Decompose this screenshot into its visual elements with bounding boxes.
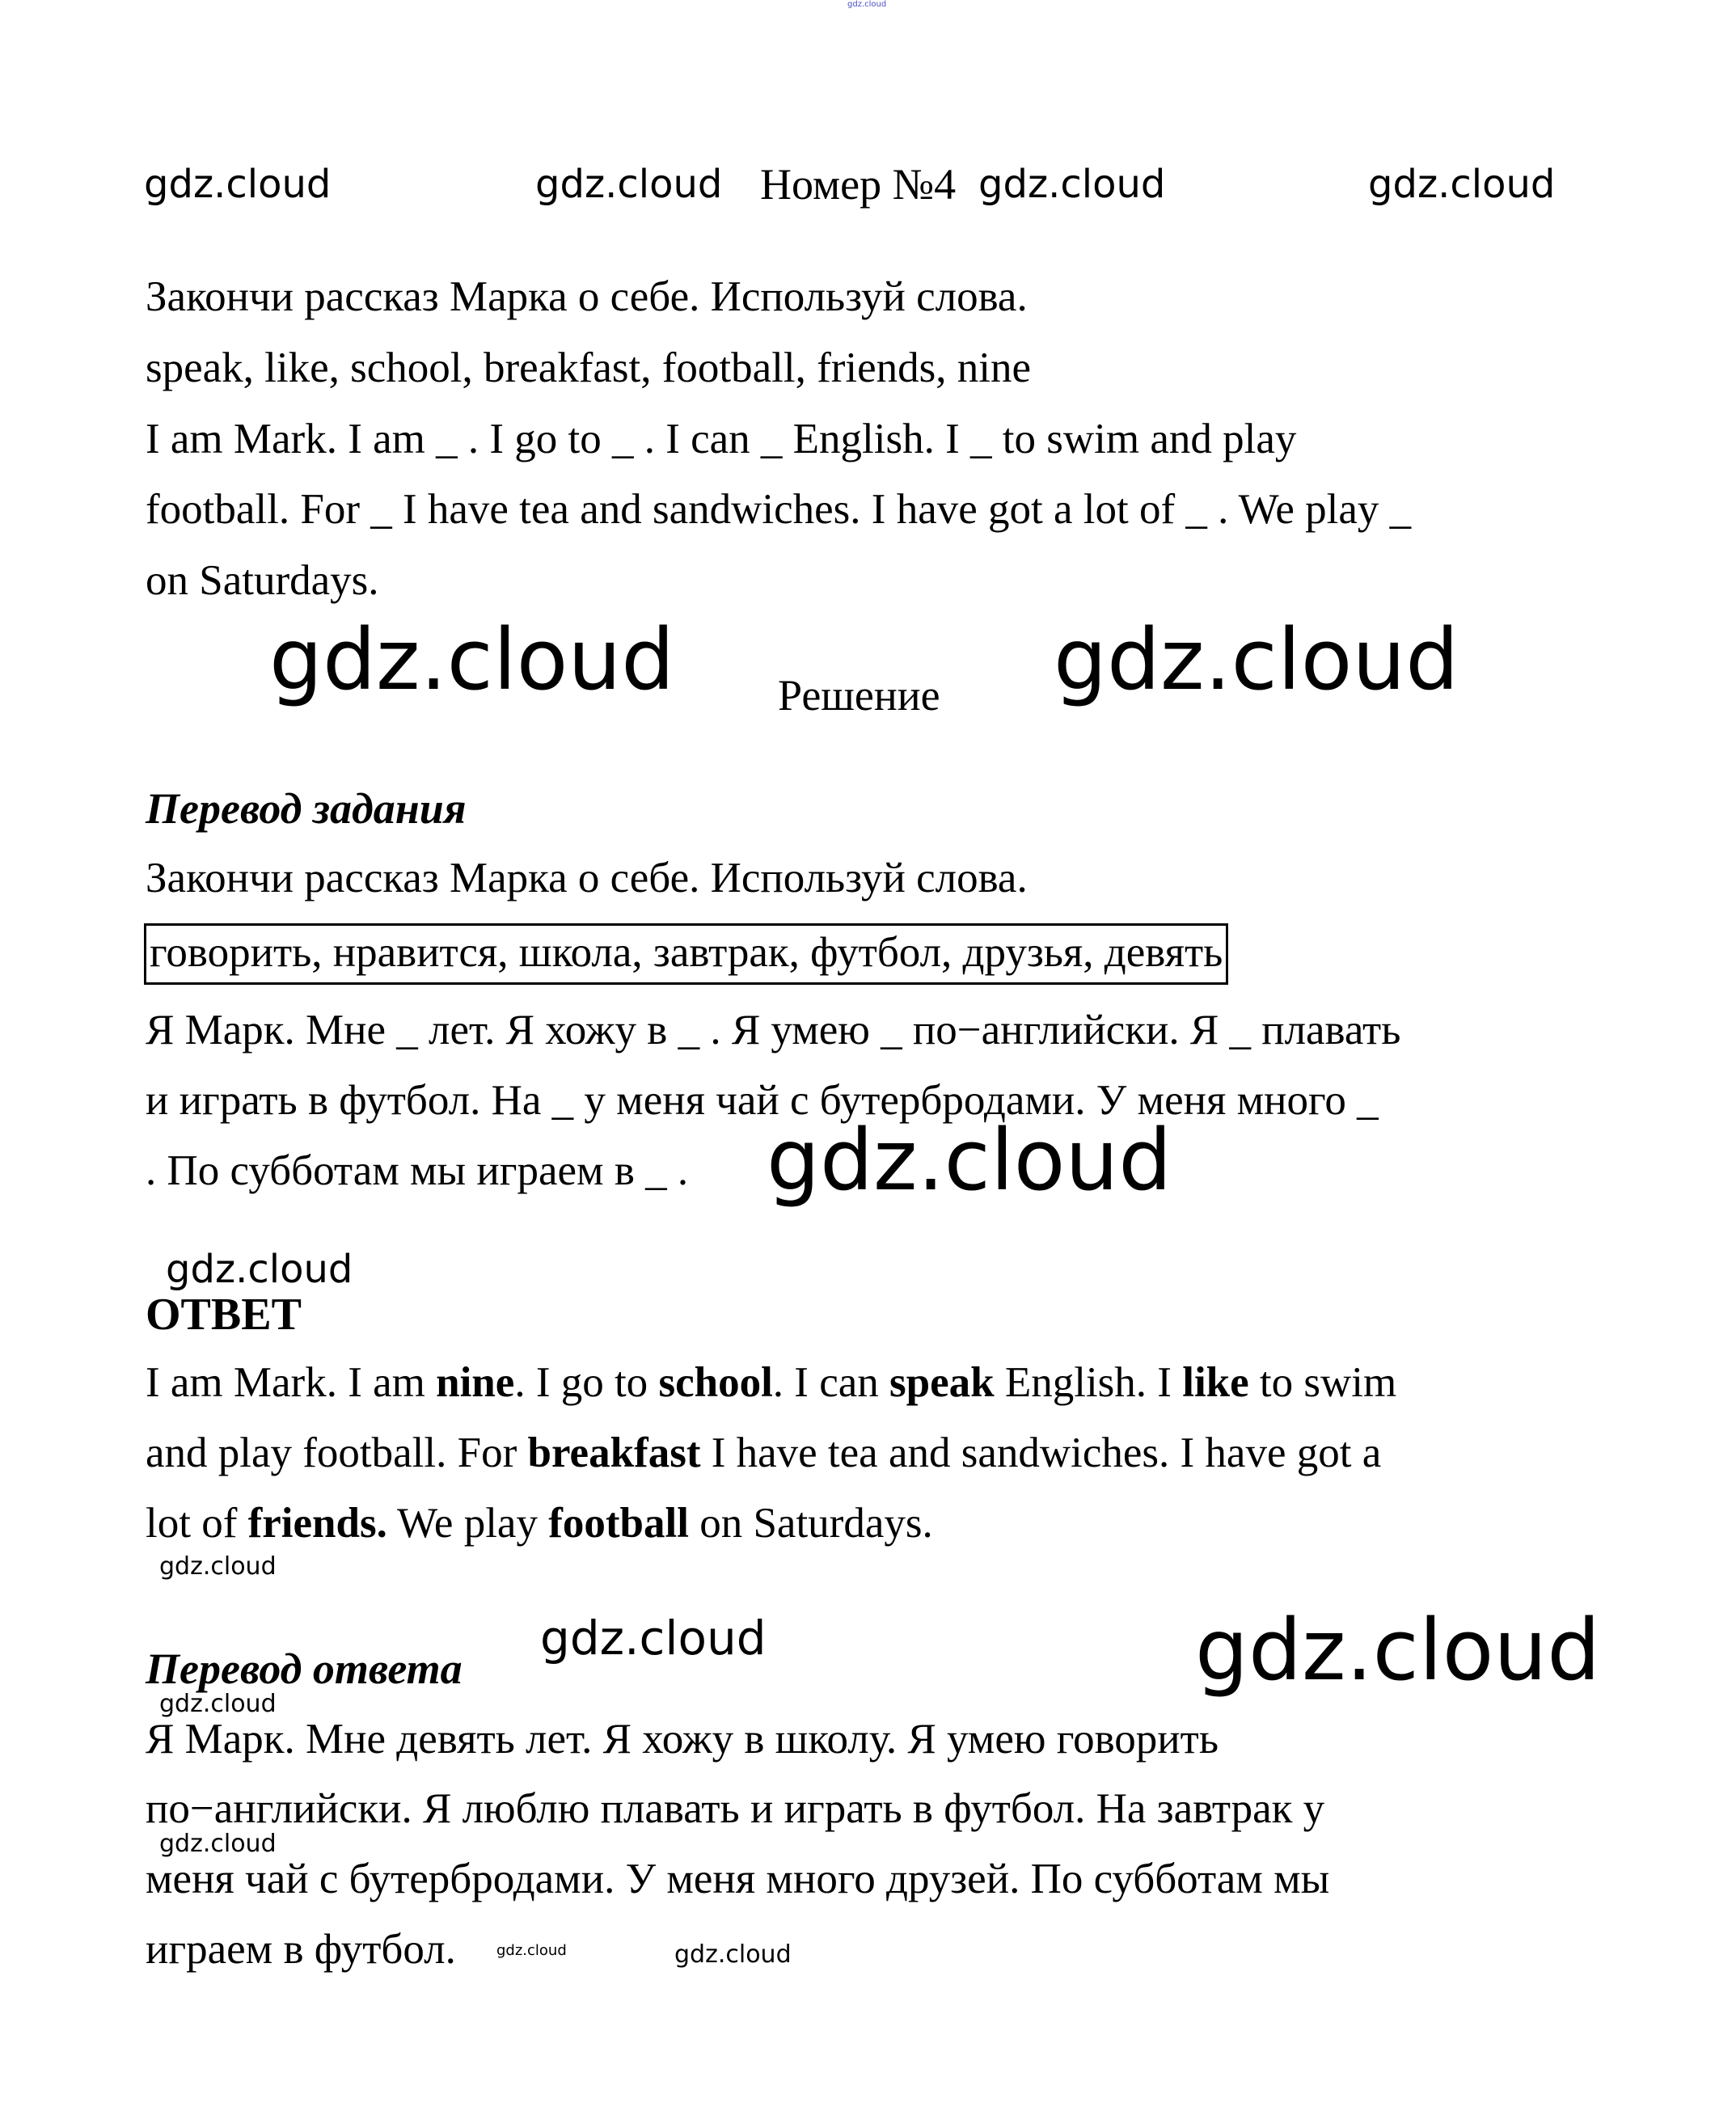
watermark-medium: gdz.cloud (540, 1611, 767, 1666)
answer-filled-word: school (658, 1359, 773, 1406)
answer-text-segment: . I go to (514, 1359, 659, 1406)
task-translation-line: . По субботам мы играем в _ . (146, 1147, 689, 1194)
watermark-large: gdz.cloud (269, 610, 675, 709)
solution-label: Решение (778, 671, 940, 720)
answer-text-segment: I have tea and sandwiches. I have got a (700, 1429, 1382, 1476)
answer-translation-line: по−английски. Я люблю плавать и играть в футбол. На завтрак у (146, 1785, 1325, 1832)
task-translation-instruction: Закончи рассказ Марка о себе. Используй слова. (146, 855, 1028, 901)
answer-filled-word: friends. (247, 1500, 387, 1547)
watermark-header-2: gdz.cloud (535, 162, 723, 207)
answer-line (146, 1499, 933, 1547)
answer-filled-word: breakfast (527, 1429, 701, 1476)
answer-translation-line: играем в футбол. (146, 1926, 456, 1973)
watermark-small: gdz.cloud (166, 1247, 353, 1292)
watermark-header-3: gdz.cloud (978, 162, 1166, 207)
answer-text-segment: English. I (994, 1359, 1183, 1406)
watermark-small: gdz.cloud (159, 1690, 277, 1718)
answer-text-segment: lot of (146, 1500, 248, 1547)
task-text-line: on Saturdays. (146, 557, 379, 604)
watermark-tiny: gdz.cloud (496, 1942, 567, 1959)
answer-text-segment: on Saturdays. (688, 1500, 933, 1547)
task-words: speak, like, school, breakfast, football, friends, nine (146, 344, 1032, 391)
answer-translation-heading: Перевод ответа (146, 1645, 463, 1693)
task-text-line: football. For _ I have tea and sandwiches. I have got a lot of _ . We play _ (146, 486, 1412, 533)
answer-text-segment: I am Mark. I am (146, 1359, 437, 1406)
answer-translation-line: Я Марк. Мне девять лет. Я хожу в школу. Я умею говорить (146, 1716, 1219, 1763)
answer-filled-word: speak (889, 1359, 995, 1406)
watermark-header-1: gdz.cloud (144, 162, 332, 207)
answer-text-segment: We play (386, 1500, 549, 1547)
watermark-header-4: gdz.cloud (1368, 162, 1556, 207)
watermark-large: gdz.cloud (1054, 610, 1459, 709)
task-translation-words-box: говорить, нравится, школа, завтрак, футбол, друзья, девять (144, 923, 1228, 985)
watermark-small: gdz.cloud (159, 1830, 277, 1858)
answer-text-segment: and play football. For (146, 1429, 528, 1476)
answer-text-segment: to swim (1248, 1359, 1397, 1406)
watermark-small: gdz.cloud (159, 1552, 277, 1581)
watermark-large: gdz.cloud (767, 1111, 1172, 1210)
task-text-line: I am Mark. I am _ . I go to _ . I can _ English. I _ to swim and play (146, 416, 1297, 462)
task-instruction: Закончи рассказ Марка о себе. Используй слова. (146, 273, 1028, 320)
task-translation-heading: Перевод задания (146, 784, 467, 833)
page-title: Номер №4 (760, 160, 957, 209)
answer-filled-word: like (1182, 1359, 1249, 1406)
task-translation-line: Я Марк. Мне _ лет. Я хожу в _ . Я умею _ по−английски. Я _ плавать (146, 1007, 1401, 1053)
task-translation-line: и играть в футбол. На _ у меня чай с бутербродами. У меня много _ (146, 1077, 1379, 1124)
answer-heading: ОТВЕТ (146, 1290, 302, 1340)
answer-translation-line: меня чай с бутербродами. У меня много друзей. По субботам мы (146, 1856, 1330, 1902)
answer-filled-word: nine (436, 1359, 515, 1406)
watermark-small: gdz.cloud (674, 1940, 792, 1969)
watermark-large: gdz.cloud (1195, 1601, 1601, 1699)
answer-line (146, 1429, 1381, 1477)
answer-line (146, 1358, 1396, 1407)
watermark-top: gdz.cloud (847, 0, 887, 9)
answer-filled-word: football (548, 1500, 689, 1547)
answer-text-segment: . I can (772, 1359, 889, 1406)
